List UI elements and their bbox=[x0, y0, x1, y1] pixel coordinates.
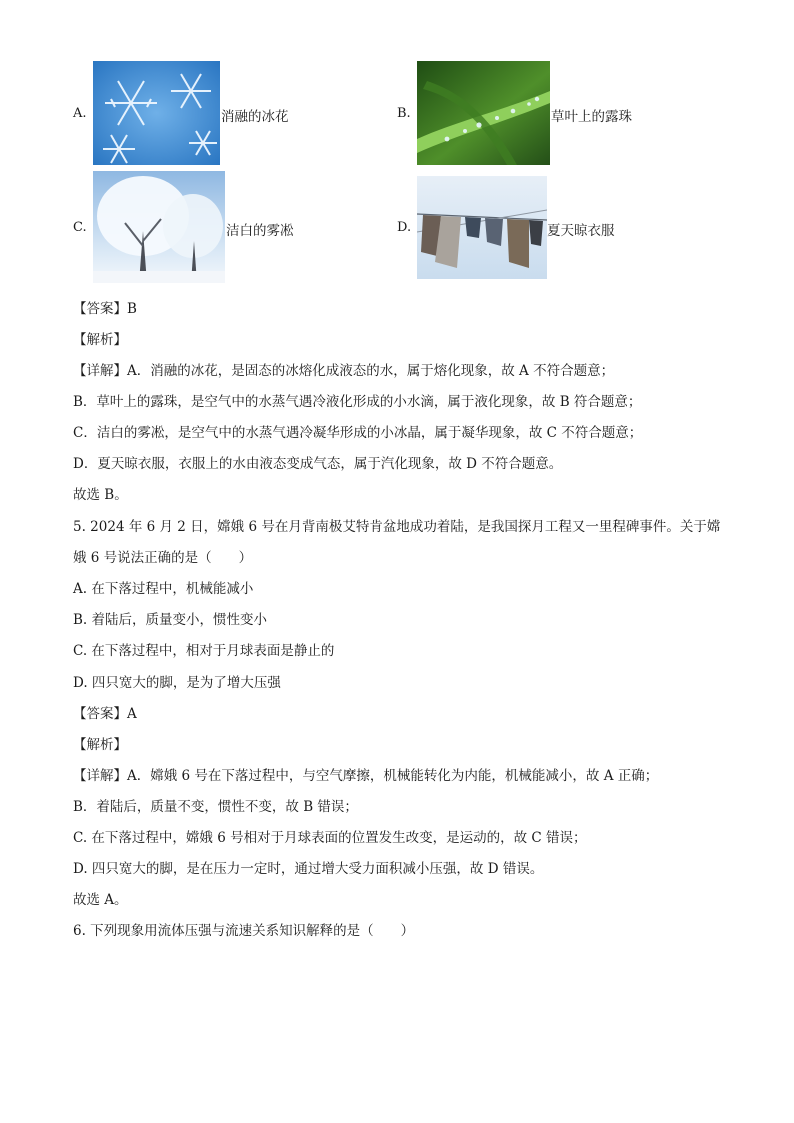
option-b-image bbox=[417, 61, 550, 165]
q5-choice-c: C. 在下落过程中，相对于月球表面是静止的 bbox=[73, 643, 335, 659]
q4-conclusion: 故选 B。 bbox=[73, 487, 128, 503]
q4-detail-line: 【详解】A．消融的冰花，是固态的冰熔化成液态的水，属于熔化现象，故 A 不符合题意； bbox=[73, 363, 615, 379]
q5-detail-line: C. 在下落过程中，嫦娥 6 号相对于月球表面的位置发生改变，是运动的，故 C 错误； bbox=[73, 830, 587, 846]
q4-detail-line: B．草叶上的露珠，是空气中的水蒸气遇冷液化形成的小水滴，属于液化现象，故 B 符合题意； bbox=[73, 394, 642, 410]
option-c-letter: C. bbox=[73, 220, 87, 235]
q5-detail-line: B．着陆后，质量不变，惯性不变，故 B 错误； bbox=[73, 799, 358, 815]
q4-analysis-heading: 【解析】 bbox=[73, 332, 127, 348]
q4-detail-line: C．洁白的雾凇，是空气中的水蒸气遇冷凝华形成的小冰晶，属于凝华现象，故 C 不符合题意； bbox=[73, 425, 643, 441]
q5-stem-line: 5. 2024 年 6 月 2 日，嫦娥 6 号在月背南极艾特肯盆地成功着陆，是我国探月工程又一里程碑事件。关于嫦 bbox=[73, 519, 721, 535]
q5-analysis-heading: 【解析】 bbox=[73, 737, 127, 753]
q5-choice-b: B. 着陆后，质量变小，惯性变小 bbox=[73, 612, 268, 628]
option-a-image bbox=[93, 61, 220, 165]
q5-detail-line: 【详解】A．嫦娥 6 号在下落过程中，与空气摩擦，机械能转化为内能，机械能减小，故 A 正确； bbox=[73, 768, 659, 784]
option-b-letter: B. bbox=[397, 106, 411, 121]
option-a-letter: A. bbox=[73, 106, 87, 121]
q5-conclusion: 故选 A。 bbox=[73, 892, 128, 908]
option-d-letter: D. bbox=[397, 220, 412, 235]
option-d-image bbox=[417, 176, 547, 279]
q4-detail-line: D．夏天晾衣服，衣服上的水由液态变成气态，属于汽化现象，故 D 不符合题意。 bbox=[73, 456, 563, 472]
option-c-caption: 洁白的雾凇 bbox=[226, 223, 294, 239]
q5-choice-a: A. 在下落过程中，机械能减小 bbox=[73, 581, 254, 597]
q5-detail-line: D. 四只宽大的脚，是在压力一定时，通过增大受力面积减小压强，故 D 错误。 bbox=[73, 861, 544, 877]
option-d-caption: 夏天晾衣服 bbox=[547, 223, 615, 239]
option-a-caption: 消融的冰花 bbox=[221, 109, 289, 125]
q5-choice-d: D. 四只宽大的脚，是为了增大压强 bbox=[73, 675, 281, 691]
q5-stem-line: 娥 6 号说法正确的是（ ） bbox=[73, 550, 253, 566]
q4-answer: 【答案】B bbox=[73, 301, 137, 317]
option-c-image bbox=[93, 171, 225, 283]
option-b-caption: 草叶上的露珠 bbox=[551, 109, 632, 125]
q6-stem: 6. 下列现象用流体压强与流速关系知识解释的是（ ） bbox=[73, 923, 415, 939]
q5-answer: 【答案】A bbox=[73, 706, 137, 722]
